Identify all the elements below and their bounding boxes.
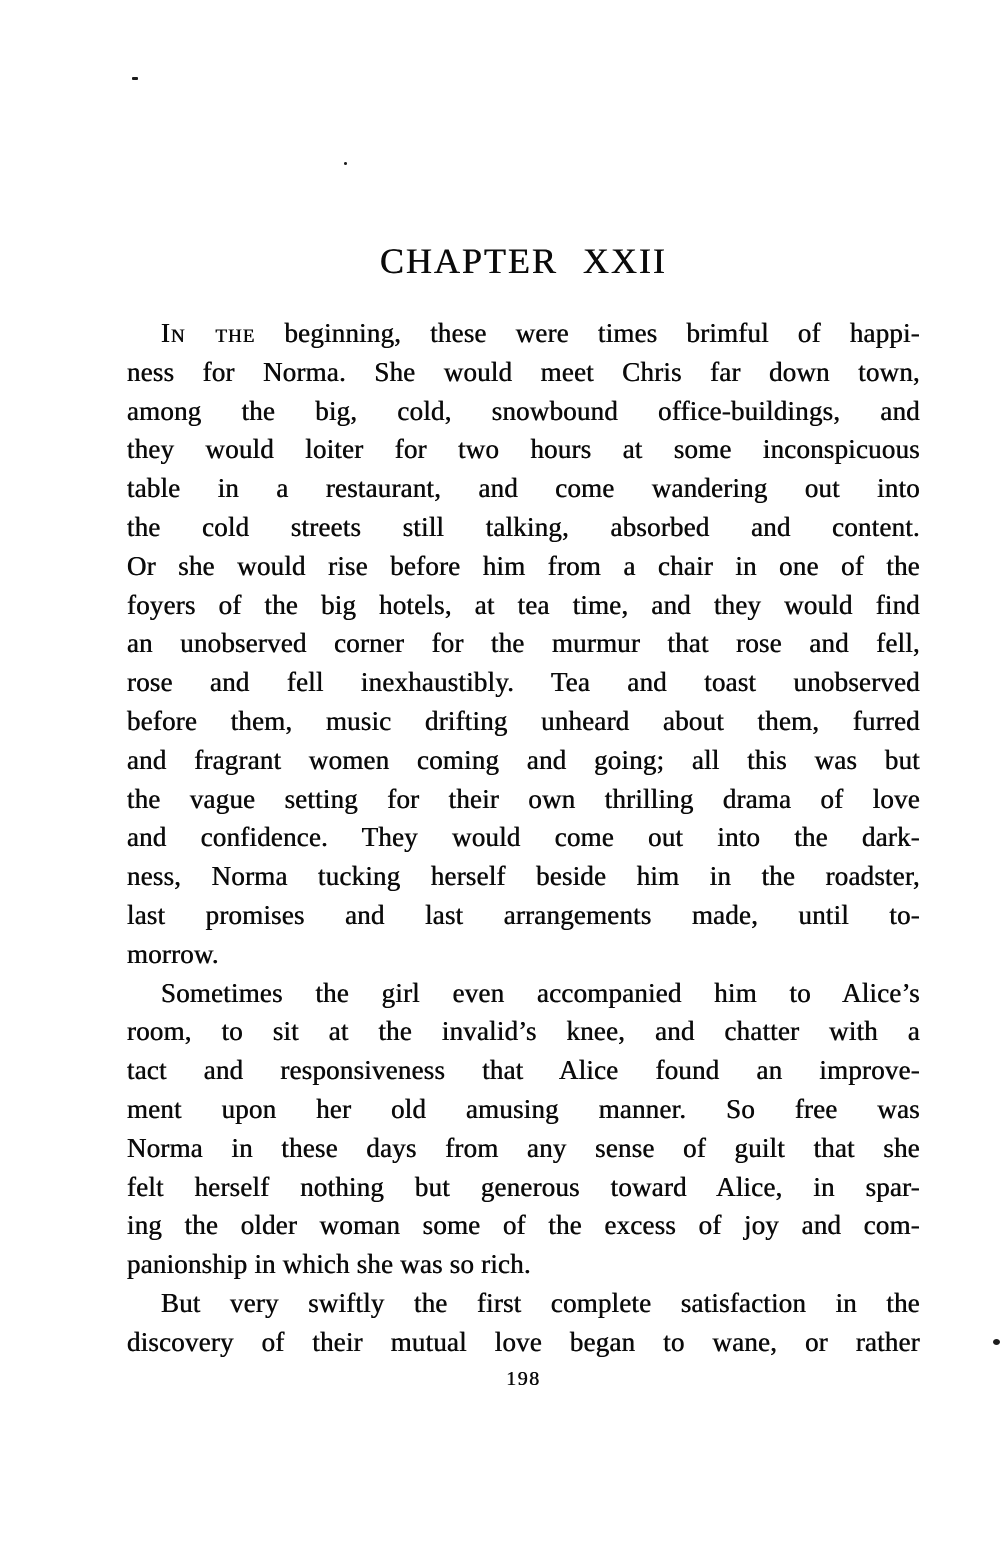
text-line: Norma in these days from any sense of guilt that she xyxy=(127,1132,920,1163)
lead-smallcaps: In the xyxy=(161,318,256,348)
text-line: morrow. xyxy=(127,938,219,969)
text-line: panionship in which she was so rich. xyxy=(127,1249,531,1280)
text-line: But very swiftly the first complete satisfaction in the xyxy=(161,1287,920,1318)
text-line: and confidence. They would come out into the dark- xyxy=(127,822,920,853)
text-line: among the big, cold, snowbound office-buildings, and xyxy=(127,395,920,426)
scan-speck xyxy=(344,162,347,165)
paragraph-1 xyxy=(127,314,920,974)
lead-rest: beginning, these were times brimful of happi- xyxy=(255,318,920,348)
text-line: tact and responsiveness that Alice found an improve- xyxy=(127,1055,920,1086)
text-line: table in a restaurant, and come wandering out into xyxy=(127,473,920,504)
paragraph-2 xyxy=(127,974,920,1284)
chapter-heading: CHAPTER XXII xyxy=(380,241,667,281)
page-number: 198 xyxy=(506,1368,541,1390)
text-line: discovery of their mutual love began to wane, or rather xyxy=(127,1326,920,1357)
text-line: foyers of the big hotels, at tea time, and they would find xyxy=(127,589,920,620)
text-line: felt herself nothing but generous toward Alice, in spar- xyxy=(127,1171,920,1202)
text-line xyxy=(127,314,920,353)
text-line: ness, Norma tucking herself beside him in the roadster, xyxy=(127,861,920,892)
text-line: Sometimes the girl even accompanied him to Alice’s xyxy=(161,977,920,1008)
text-line: before them, music drifting unheard about them, furred xyxy=(127,705,920,736)
text-line: the vague setting for their own thrilling drama of love xyxy=(127,783,920,814)
text-line: and fragrant women coming and going; all this was but xyxy=(127,744,920,775)
text-line: ness for Norma. She would meet Chris far down town, xyxy=(127,356,920,387)
paragraph-3 xyxy=(127,1284,920,1362)
scan-speck xyxy=(993,1339,1000,1345)
text-line: they would loiter for two hours at some inconspicuous xyxy=(127,434,920,465)
text-line: ment upon her old amusing manner. So free was xyxy=(127,1093,920,1124)
text-line: Or she would rise before him from a chair in one of the xyxy=(127,550,920,581)
page-body xyxy=(127,314,920,1362)
text-line: last promises and last arrangements made, until to- xyxy=(127,899,920,930)
text-line: an unobserved corner for the murmur that rose and fell, xyxy=(127,628,920,659)
text-line: room, to sit at the invalid’s knee, and chatter with a xyxy=(127,1016,920,1047)
text-line: the cold streets still talking, absorbed and content. xyxy=(127,511,920,542)
scan-speck xyxy=(132,77,138,80)
text-line: rose and fell inexhaustibly. Tea and toast unobserved xyxy=(127,667,920,698)
text-line: ing the older woman some of the excess of joy and com- xyxy=(127,1210,920,1241)
